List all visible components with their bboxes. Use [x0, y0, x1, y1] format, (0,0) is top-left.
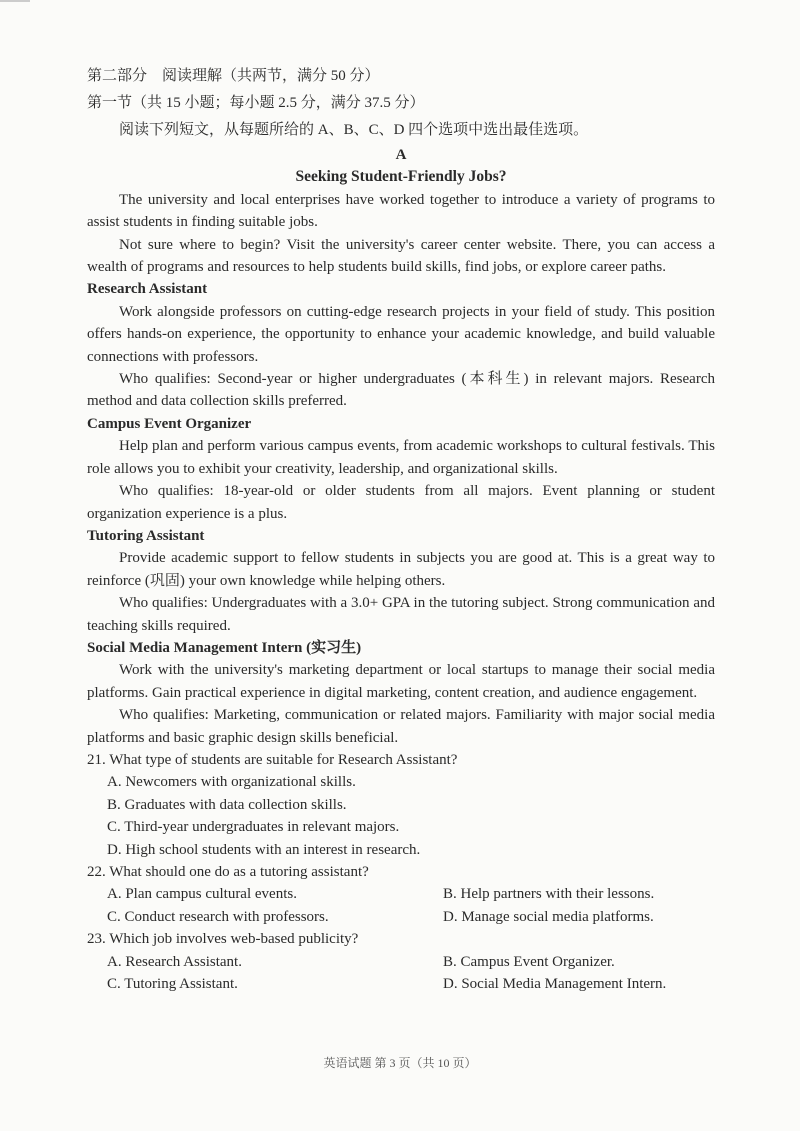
option-a: A. Newcomers with organizational skills. [107, 774, 356, 791]
paragraph: Not sure where to begin? Visit the university's career center website. There, you can access a wealth of programs and resources to help students build skills, find jobs, or explore career paths. [87, 236, 715, 276]
instructions: 阅读下列短文，从每题所给的 A、B、C、D 四个选项中选出最佳选项。 [119, 122, 589, 138]
job-qualifications: Who qualifies: Second-year or higher undergraduates (本科生) in relevant majors. Research method and data collection skills preferred. [87, 371, 715, 410]
job-qualifications: Who qualifies: Marketing, communication or related majors. Familiarity with major social media platforms and basic graphic design skills beneficial. [87, 707, 715, 746]
option-c: C. Conduct research with professors. [107, 908, 329, 925]
question-stem: 21. What type of students are suitable for Research Assistant? [87, 751, 458, 768]
question-21 [87, 749, 715, 861]
scan-mark [0, 0, 30, 8]
job-heading: Campus Event Organizer [87, 415, 252, 432]
paragraph: The university and local enterprises have worked together to introduce a variety of programs to assist students in finding suitable jobs. [87, 191, 715, 231]
passage-letter: A [395, 147, 407, 163]
option-b: B. Graduates with data collection skills. [107, 796, 347, 813]
option-d: D. High school students with an interest in research. [107, 841, 421, 858]
option-c: C. Third-year undergraduates in relevant majors. [107, 819, 400, 836]
section-heading: 第一节（共 15 小题；每小题 2.5 分，满分 37.5 分） [87, 95, 425, 111]
job-description: Work alongside professors on cutting-edge research projects in your field of study. This position offers hands-on experience, the opportunity to enhance your academic knowledge, and build valuable connections with professors. [87, 303, 715, 365]
option-b: B. Campus Event Organizer. [443, 953, 615, 970]
question-22 [87, 861, 715, 928]
job-heading: Tutoring Assistant [87, 527, 205, 544]
question-stem: 22. What should one do as a tutoring assistant? [87, 864, 369, 880]
option-d: D. Social Media Management Intern. [443, 976, 667, 993]
exam-page [87, 63, 715, 995]
job-heading: Research Assistant [87, 281, 208, 298]
part-heading: 第二部分 阅读理解（共两节，满分 50 分） [87, 68, 380, 84]
question-stem: 23. Which job involves web-based publicity? [87, 931, 359, 948]
job-heading: Social Media Management Intern (实习生) [87, 639, 362, 656]
job-qualifications: Who qualifies: 18-year-old or older students from all majors. Event planning or student organization experience is a plus. [87, 483, 715, 522]
option-d: D. Manage social media platforms. [443, 908, 654, 925]
passage-title: Seeking Student-Friendly Jobs? [295, 168, 507, 186]
page-footer: 英语试题 第 3 页（共 10 页） [323, 1056, 477, 1070]
job-qualifications: Who qualifies: Undergraduates with a 3.0+ GPA in the tutoring subject. Strong communication and teaching skills required. [87, 595, 715, 634]
job-description: Help plan and perform various campus events, from academic workshops to cultural festivals. This role allows you to exhibit your creativity, leadership, and organizational skills. [87, 438, 715, 477]
job-description: Provide academic support to fellow students in subjects you are good at. This is a great way to reinforce (巩固) your own knowledge while helping others. [87, 550, 715, 589]
option-a: A. Research Assistant. [107, 953, 242, 970]
job-description: Work with the university's marketing department or local startups to manage their social media platforms. Gain practical experience in digital marketing, content creation, and audience engagement. [87, 662, 715, 701]
option-b: B. Help partners with their lessons. [443, 886, 655, 903]
question-23 [87, 928, 715, 995]
option-c: C. Tutoring Assistant. [107, 976, 238, 993]
option-a: A. Plan campus cultural events. [107, 886, 297, 903]
